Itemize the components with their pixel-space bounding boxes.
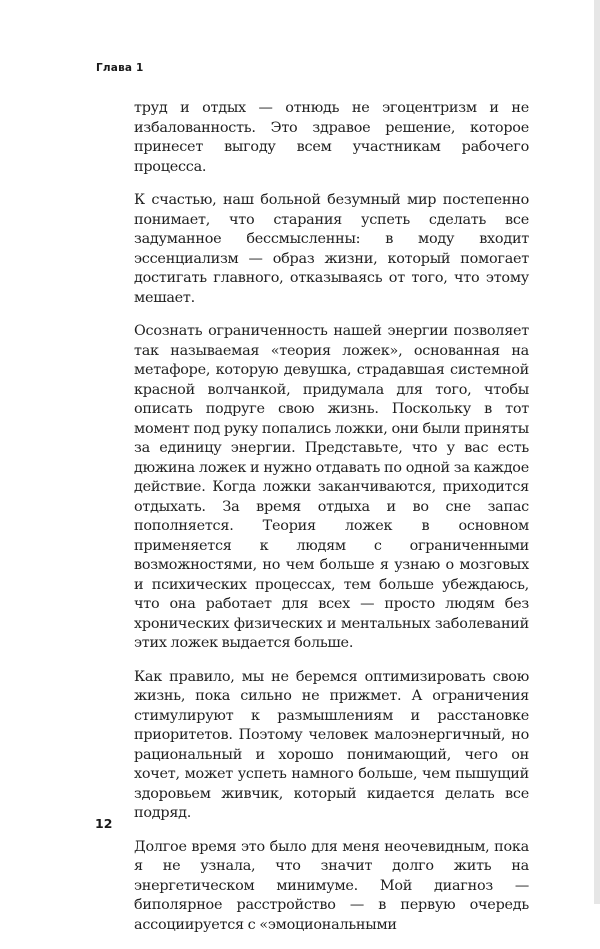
page-edge-shadow: [594, 0, 600, 904]
paragraph-2: К счастью, наш больной безумный мир постепенно понимает, что старания успеть сделать все задуманное бессмысленны: в моду входит эссенциализм — образ жизни, который помогает достигать главного, отказываясь от того, что этому мешает.: [134, 192, 529, 306]
running-head-chapter: Глава 1: [96, 62, 144, 74]
paragraph-1: труд и отдых — отнюдь не эгоцентризм и не избалованность. Это здравое решение, которое принесет выгоду всем участникам рабочего процесса.: [134, 100, 529, 175]
paragraph-5: Долгое время это было для меня неочевидным, пока я не узнала, что значит долго жить на энергетическом минимуме. Мой диагноз — биполярное расстройство — в первую очередь ассоциируется с «эмоциональными: [134, 838, 529, 933]
paragraph-4: Как правило, мы не беремся оптимизировать свою жизнь, пока сильно не прижмет. А ограничения стимулируют к размышлениям и расстановке приоритетов. Поэтому человек малоэнергичный, но рациональный и хорошо понимающий, чего он хочет, может успеть намного больше, чем пышущий здоровьем живчик, который кидается делать все подряд.: [134, 668, 529, 821]
page-number: 12: [95, 816, 113, 831]
body-text: [134, 99, 529, 949]
paragraph-3: Осознать ограниченность нашей энергии позволяет так называемая «теория ложек», основанная на метафоре, которую девушка, страдавшая системной красной волчанкой, придумала для того, чтобы описать подруге свою жизнь. Поскольку в тот момент под руку попались ложки, они были приняты за единицу энергии. Представьте, что у вас есть дюжина ложек и нужно отдавать по одной за каждое действие. Когда ложки заканчиваются, приходится отдыхать. За время отдыха и во сне запас пополняется. Теория ложек в основном применяется к людям с ограниченными возможностями, но чем больше я узнаю о мозговых и психических процессах, тем больше убеждаюсь, что она работает для всех — просто людям без хронических физических и ментальных заболеваний этих ложек выдается больше.: [134, 323, 529, 651]
